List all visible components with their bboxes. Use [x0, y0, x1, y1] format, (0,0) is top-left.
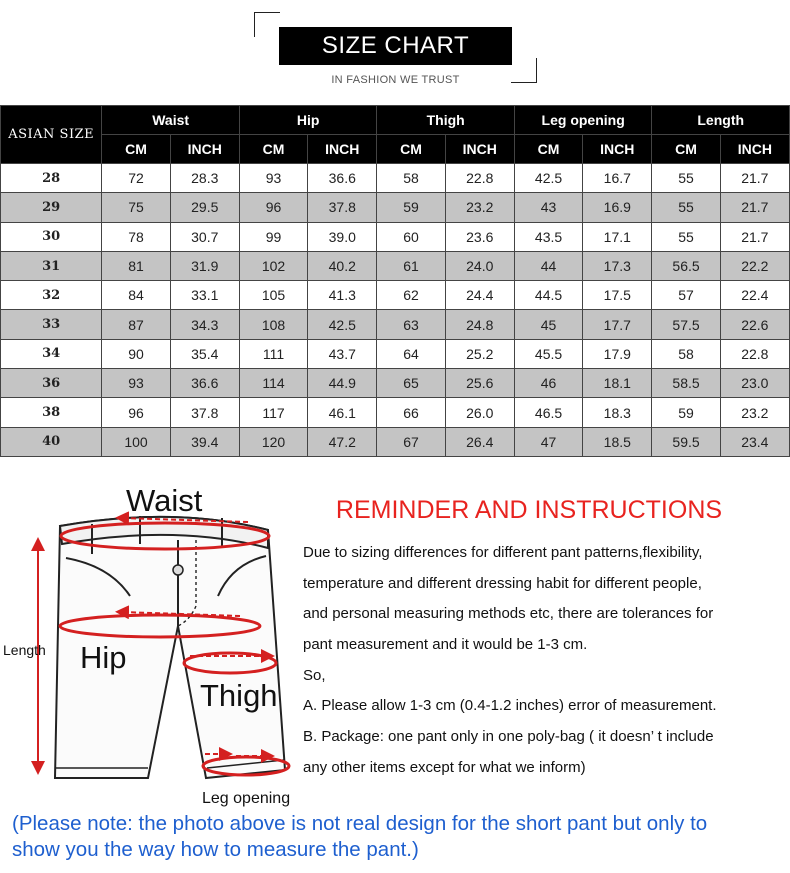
value-cell: 22.2 — [720, 251, 789, 280]
value-cell: 37.8 — [308, 193, 377, 222]
size-cell: 34 — [1, 339, 102, 368]
value-cell: 93 — [102, 369, 170, 398]
value-cell: 55 — [652, 164, 720, 193]
value-cell: 43.5 — [514, 222, 582, 251]
table-row — [1, 398, 790, 427]
table-row — [1, 310, 790, 339]
value-cell: 66 — [377, 398, 445, 427]
value-cell: 21.7 — [720, 164, 789, 193]
value-cell: 36.6 — [170, 369, 239, 398]
value-cell: 117 — [239, 398, 307, 427]
reminder-line: B. Package: one pant only in one poly-bag ( it doesn’ t include — [303, 728, 714, 746]
value-cell: 105 — [239, 281, 307, 310]
value-cell: 62 — [377, 281, 445, 310]
value-cell: 39.0 — [308, 222, 377, 251]
asian-size-header: ASIAN SIZE — [1, 106, 102, 164]
value-cell: 24.0 — [445, 251, 514, 280]
tagline: IN FASHION WE TRUST — [331, 74, 460, 86]
value-cell: 72 — [102, 164, 170, 193]
value-cell: 31.9 — [170, 251, 239, 280]
size-cell: 32 — [1, 281, 102, 310]
value-cell: 114 — [239, 369, 307, 398]
value-cell: 23.4 — [720, 427, 789, 456]
value-cell: 36.6 — [308, 164, 377, 193]
value-cell: 47.2 — [308, 427, 377, 456]
reminder-text — [303, 540, 790, 786]
value-cell: 40.2 — [308, 251, 377, 280]
value-cell: 120 — [239, 427, 307, 456]
value-cell: 44.5 — [514, 281, 582, 310]
size-cell: 31 — [1, 251, 102, 280]
unit-header-cm: CM — [239, 135, 307, 164]
value-cell: 22.8 — [445, 164, 514, 193]
table-row — [1, 193, 790, 222]
value-cell: 17.3 — [583, 251, 652, 280]
unit-header-inch: INCH — [308, 135, 377, 164]
value-cell: 64 — [377, 339, 445, 368]
value-cell: 17.9 — [583, 339, 652, 368]
value-cell: 37.8 — [170, 398, 239, 427]
value-cell: 26.0 — [445, 398, 514, 427]
size-cell: 28 — [1, 164, 102, 193]
value-cell: 65 — [377, 369, 445, 398]
value-cell: 16.7 — [583, 164, 652, 193]
unit-header-inch: INCH — [170, 135, 239, 164]
value-cell: 90 — [102, 339, 170, 368]
value-cell: 17.5 — [583, 281, 652, 310]
unit-header-cm: CM — [377, 135, 445, 164]
value-cell: 99 — [239, 222, 307, 251]
value-cell: 46 — [514, 369, 582, 398]
value-cell: 46.1 — [308, 398, 377, 427]
reminder-title: REMINDER AND INSTRUCTIONS — [335, 496, 723, 524]
value-cell: 23.2 — [720, 398, 789, 427]
value-cell: 44.9 — [308, 369, 377, 398]
reminder-line: pant measurement and it would be 1-3 cm. — [303, 636, 588, 654]
reminder-line: and personal measuring methods etc, there are tolerances for — [303, 605, 714, 623]
size-table — [0, 105, 790, 457]
value-cell: 87 — [102, 310, 170, 339]
value-cell: 21.7 — [720, 222, 789, 251]
size-cell: 33 — [1, 310, 102, 339]
table-row — [1, 222, 790, 251]
reminder-line: any other items except for what we inform) — [303, 758, 586, 776]
size-cell: 36 — [1, 369, 102, 398]
value-cell: 102 — [239, 251, 307, 280]
title-bracket-bottom-right — [511, 58, 537, 83]
value-cell: 45.5 — [514, 339, 582, 368]
value-cell: 23.0 — [720, 369, 789, 398]
value-cell: 22.8 — [720, 339, 789, 368]
value-cell: 43 — [514, 193, 582, 222]
value-cell: 93 — [239, 164, 307, 193]
size-cell: 30 — [1, 222, 102, 251]
table-row — [1, 369, 790, 398]
value-cell: 59.5 — [652, 427, 720, 456]
reminder-line: temperature and different dressing habit for different people, — [303, 574, 702, 592]
value-cell: 18.1 — [583, 369, 652, 398]
note-text — [12, 811, 787, 863]
hip-label: Hip — [80, 640, 127, 675]
length-label: Length — [3, 642, 46, 658]
value-cell: 59 — [377, 193, 445, 222]
value-cell: 24.8 — [445, 310, 514, 339]
value-cell: 58 — [652, 339, 720, 368]
note-line: (Please note: the photo above is not real design for the short pant but only to — [12, 812, 708, 835]
measurement-diagram — [0, 478, 300, 813]
value-cell: 17.7 — [583, 310, 652, 339]
value-cell: 57.5 — [652, 310, 720, 339]
value-cell: 18.5 — [583, 427, 652, 456]
unit-header-row — [1, 135, 790, 164]
unit-header-cm: CM — [102, 135, 170, 164]
value-cell: 21.7 — [720, 193, 789, 222]
reminder-line: A. Please allow 1-3 cm (0.4-1.2 inches) error of measurement. — [303, 697, 717, 715]
value-cell: 55 — [652, 193, 720, 222]
value-cell: 22.4 — [720, 281, 789, 310]
unit-header-inch: INCH — [720, 135, 789, 164]
value-cell: 96 — [239, 193, 307, 222]
value-cell: 59 — [652, 398, 720, 427]
unit-header-cm: CM — [652, 135, 720, 164]
value-cell: 81 — [102, 251, 170, 280]
hip-header: Hip — [239, 106, 377, 135]
size-table-body — [1, 164, 790, 457]
value-cell: 63 — [377, 310, 445, 339]
size-cell: 29 — [1, 193, 102, 222]
value-cell: 100 — [102, 427, 170, 456]
value-cell: 60 — [377, 222, 445, 251]
value-cell: 23.6 — [445, 222, 514, 251]
unit-header-inch: INCH — [583, 135, 652, 164]
value-cell: 17.1 — [583, 222, 652, 251]
unit-header-inch: INCH — [445, 135, 514, 164]
value-cell: 58 — [377, 164, 445, 193]
value-cell: 39.4 — [170, 427, 239, 456]
table-row — [1, 251, 790, 280]
value-cell: 47 — [514, 427, 582, 456]
value-cell: 57 — [652, 281, 720, 310]
value-cell: 56.5 — [652, 251, 720, 280]
button-icon — [173, 565, 183, 575]
value-cell: 96 — [102, 398, 170, 427]
length-header: Length — [652, 106, 790, 135]
waist-header: Waist — [102, 106, 240, 135]
size-cell: 40 — [1, 427, 102, 456]
value-cell: 42.5 — [514, 164, 582, 193]
value-cell: 46.5 — [514, 398, 582, 427]
value-cell: 25.2 — [445, 339, 514, 368]
group-header-row — [1, 106, 790, 135]
thigh-header: Thigh — [377, 106, 515, 135]
value-cell: 35.4 — [170, 339, 239, 368]
table-row — [1, 164, 790, 193]
leg-opening-label: Leg opening — [202, 790, 291, 807]
value-cell: 29.5 — [170, 193, 239, 222]
value-cell: 67 — [377, 427, 445, 456]
reminder-line: So, — [303, 666, 326, 684]
size-cell: 38 — [1, 398, 102, 427]
table-row — [1, 427, 790, 456]
value-cell: 41.3 — [308, 281, 377, 310]
value-cell: 24.4 — [445, 281, 514, 310]
value-cell: 84 — [102, 281, 170, 310]
leg-opening-header: Leg opening — [514, 106, 652, 135]
note-line: show you the way how to measure the pant.) — [12, 838, 419, 861]
value-cell: 42.5 — [308, 310, 377, 339]
value-cell: 45 — [514, 310, 582, 339]
value-cell: 58.5 — [652, 369, 720, 398]
page-title: SIZE CHART — [279, 27, 512, 65]
value-cell: 78 — [102, 222, 170, 251]
waist-label: Waist — [126, 483, 203, 518]
value-cell: 34.3 — [170, 310, 239, 339]
value-cell: 44 — [514, 251, 582, 280]
reminder-line: Due to sizing differences for different pant patterns,flexibility, — [303, 544, 703, 561]
value-cell: 28.3 — [170, 164, 239, 193]
value-cell: 55 — [652, 222, 720, 251]
thigh-label: Thigh — [200, 678, 278, 713]
value-cell: 30.7 — [170, 222, 239, 251]
table-row — [1, 339, 790, 368]
unit-header-cm: CM — [514, 135, 582, 164]
value-cell: 75 — [102, 193, 170, 222]
value-cell: 22.6 — [720, 310, 789, 339]
value-cell: 25.6 — [445, 369, 514, 398]
value-cell: 108 — [239, 310, 307, 339]
value-cell: 43.7 — [308, 339, 377, 368]
value-cell: 23.2 — [445, 193, 514, 222]
value-cell: 61 — [377, 251, 445, 280]
value-cell: 18.3 — [583, 398, 652, 427]
value-cell: 16.9 — [583, 193, 652, 222]
table-row — [1, 281, 790, 310]
value-cell: 33.1 — [170, 281, 239, 310]
value-cell: 26.4 — [445, 427, 514, 456]
title-bracket-top-left — [254, 12, 280, 37]
value-cell: 111 — [239, 339, 307, 368]
